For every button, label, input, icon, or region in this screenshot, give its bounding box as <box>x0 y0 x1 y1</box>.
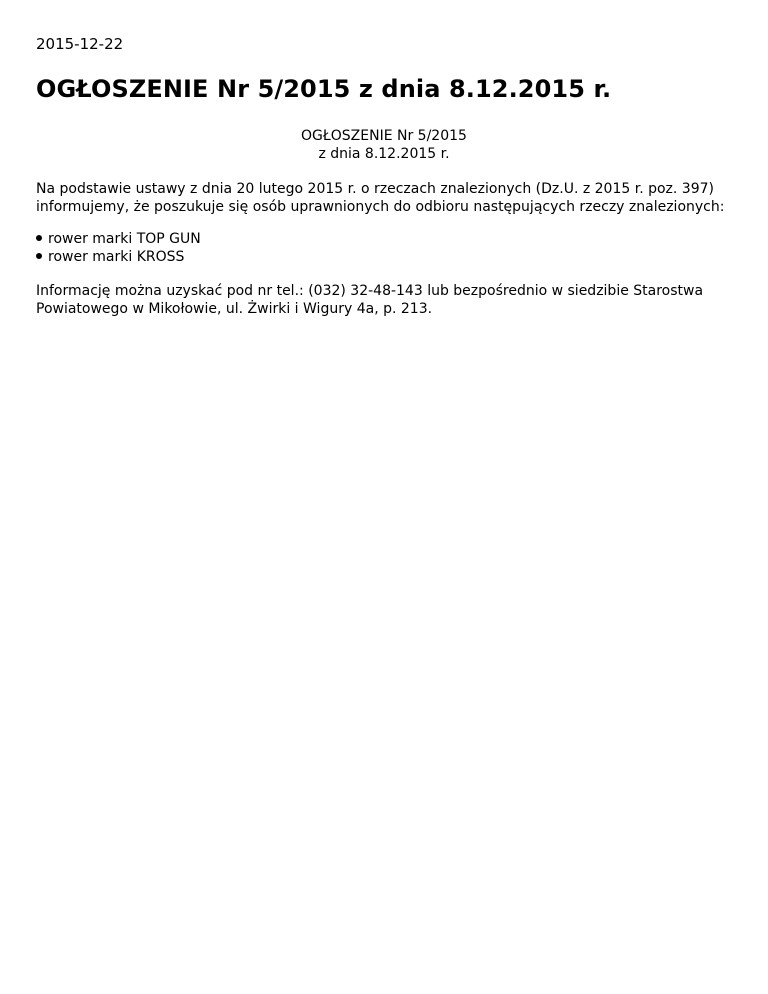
list-item <box>36 248 732 266</box>
announcement-heading <box>36 127 732 163</box>
contact-paragraph <box>36 282 732 318</box>
list-item <box>36 230 732 248</box>
found-items-list <box>36 230 732 266</box>
intro-paragraph <box>36 180 732 216</box>
contact-line: Informację można uzyskać pod nr tel.: (032) 32-48-143 lub bezpośrednio w siedzibie Starostwa <box>36 283 704 299</box>
announcement-heading-number: OGŁOSZENIE Nr 5/2015 <box>301 128 467 144</box>
bullet-icon <box>36 235 42 241</box>
page-title: OGŁOSZENIE Nr 5/2015 z dnia 8.12.2015 r. <box>36 75 612 103</box>
bullet-icon <box>36 253 42 259</box>
announcement-heading-date: z dnia 8.12.2015 r. <box>318 146 450 162</box>
contact-line: Powiatowego w Mikołowie, ul. Żwirki i Wigury 4a, p. 213. <box>36 301 433 317</box>
list-item-label: rower marki TOP GUN <box>48 231 201 247</box>
intro-line: informujemy, że poszukuje się osób uprawnionych do odbioru następujących rzeczy znalezionych: <box>36 199 725 215</box>
list-item-label: rower marki KROSS <box>48 249 185 265</box>
publication-date: 2015-12-22 <box>36 35 124 53</box>
intro-line: Na podstawie ustawy z dnia 20 lutego 2015 r. o rzeczach znalezionych (Dz.U. z 2015 r. poz. 397) <box>36 181 714 197</box>
